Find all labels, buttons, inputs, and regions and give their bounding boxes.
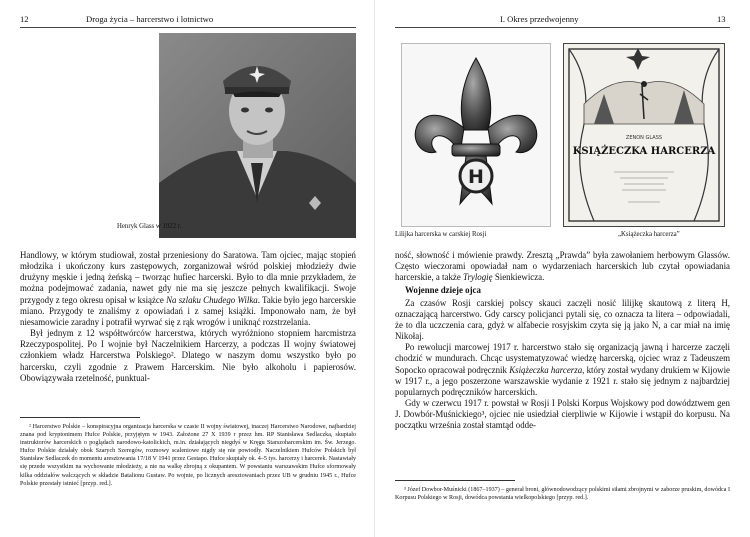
book-cover-author: ZENON GLASS	[625, 135, 663, 141]
left-footnote	[20, 423, 356, 488]
left-footnote-rule	[20, 417, 140, 418]
footnote-3: ³ Józef Dowbor-Muśnicki (1867–1937) – generał broni, głównodowodzący polskimi siłami zbrojnymi w zaborze pruskim, dowódca I Korpusu Polskiego w Rosji, dowódca powstania wielkopolskiego [przyp. red.].	[395, 487, 730, 502]
right-header-rule	[395, 27, 730, 28]
section-heading: Wojenne dzieje ojca	[405, 285, 481, 296]
right-paragraph-continued: ność, słowność i mówienie prawdy. Zresztą „Prawda” była zawołaniem herbowym Glassów. Często wieczorami opowiadał nam o wydarzeniach harcerskich lub czytał opowiadania harcerskie, a także Trylogię Sienkiewicza.	[395, 250, 730, 283]
right-running-head: I. Okres przedwojenny	[500, 14, 579, 24]
right-paragraph-2: Po rewolucji marcowej 1917 r. harcerstwo stało się organizacją jawną i harcerze zaczęli chodzić w mundurach. Chcąc usystematyzować wiedzę harcerską, ojciec wraz z Tadeuszem Sopocko opracował podręcznik Książeczka harcerza, który został wydany drukiem w Kijowie w 1917 r., a jego poszerzone warszawskie wydanie z 1921 r. stało się jednym z najbardziej popularnych podręczników harcerskich.	[395, 342, 730, 397]
right-body-text	[395, 250, 730, 432]
left-header-rule	[20, 27, 356, 28]
left-body-text	[20, 250, 356, 384]
right-footnote	[395, 486, 730, 502]
scout-lily-photo	[401, 43, 551, 227]
book-cover-image	[563, 43, 725, 227]
portrait-caption: Henryk Glass w 1922 r.	[117, 223, 182, 230]
right-page	[375, 0, 750, 537]
left-running-head: Droga życia – harcerstwo i lotnictwo	[86, 14, 214, 24]
right-paragraph-1: Za czasów Rosji carskiej polscy skauci zaczęli nosić lilijkę skautową z literą H, oznaczającą harcerstwo. Gdy carscy policjanci pytali się, co oznacza ta litera – odpowiadali, że to dla uczczenia cara, gdyż w alfabecie rosyjskim czyta się ją jako N, a car miał na imię Nikołaj.	[395, 297, 730, 342]
left-paragraph-2: Był jednym z 12 współtwórców harcerstwa, których wyróżniono stopniem harcmistrza Rzeczypospolitej. Po I wojnie był Naczelnikiem Harcerzy, a podczas II wojny światowej członkiem władz Harcerstwa Polskiego². Dlatego w naszym domu wszystko było po harcersku, czyli zgodnie z Prawem Harcerskim. Nie było alkoholu i papierosów. Obowiązywała rzetelność, punktual-	[20, 328, 356, 383]
footnote-2: ² Harcerstwo Polskie – konspiracyjna organizacja harcerska w czasie II wojny światowej, inaczej Harcerstwo Narodowe, najbardziej znana pod kryptonimem Hufce Polskie, przyjętym w 1943. Założone 27 X 1939 r przez hm. RP Stanisława Sedlaczka, skupiało instruktorów harcerskich o poglądach narodowo-katolickich, m.in. działających niegdyś w Kręgu Starszoharcerskim im. Św. Jerzego. Hufce Polskie działały obok Szarych Szeregów, rozmowy scaleniowe nigdy się nie powiodły. Naczelnikiem Hufców Polskich był Stanisław Sedlaczek do momentu aresztowania 17/18 V 1941 przez Gestapo. Hufce skupiały ok. 4–5 tys. harcerzy i harcerek. Nastawiały się przede wszystkim na wychowanie młodzieży, a nie na walkę zbrojną z okupantem. W powstaniu warszawskim Hufce sformowały kilka oddziałów walczących w składzie Batalionu Gustaw. Po wojnie, po licznych aresztowaniach przez UB w grudniu 1945 r., Hufce Polskie przestały istnieć [przyp. red.].	[20, 424, 356, 487]
badge-letter-h: H	[468, 166, 484, 188]
left-page-number: 12	[20, 14, 29, 24]
right-paragraph-3: Gdy w czerwcu 1917 r. powstał w Rosji I Polski Korpus Wojskowy pod dowództwem gen J. Dowbór-Muśnickiego³, ojciec nie usiedział cierpliwie w Kijowie i wstąpił do korpusu. Na początku września został stamtąd odde-	[395, 398, 730, 431]
book-caption: „Książeczka harcerza”	[618, 231, 680, 238]
book-cover-title: KSIĄŻECZKA HARCERZA	[572, 146, 716, 157]
right-footnote-rule	[395, 480, 515, 481]
lily-caption: Lilijka harcerska w carskiej Rosji	[395, 231, 487, 238]
left-paragraph-1: Handlowy, w którym studiował, został przeniesiony do Saratowa. Tam ojciec, mając stopień młodzika i ukończony kurs zastępowych, zorganizował wśród polskiej młodzieży dwie drużyny męskie i jedną żeńską – tworząc hufiec harcerski. Było to dla mnie przykładem, że można podejmować zadania, nawet gdy nie ma się jeszcze pełnych kwalifikacji. Swoje przygody z tego okresu opisał w książce Na szlaku Chudego Wilka. Takie było jego harcerskie miano. Przygody te znaliśmy z opowiadań i z samej książki. Imponowało nam, że był niesamowicie zaradny i potrafił wyrwać się z rąk wrogów i uniknąć rozstrzelania.	[20, 250, 356, 327]
portrait-photo	[159, 33, 356, 238]
right-page-number: 13	[717, 14, 726, 24]
